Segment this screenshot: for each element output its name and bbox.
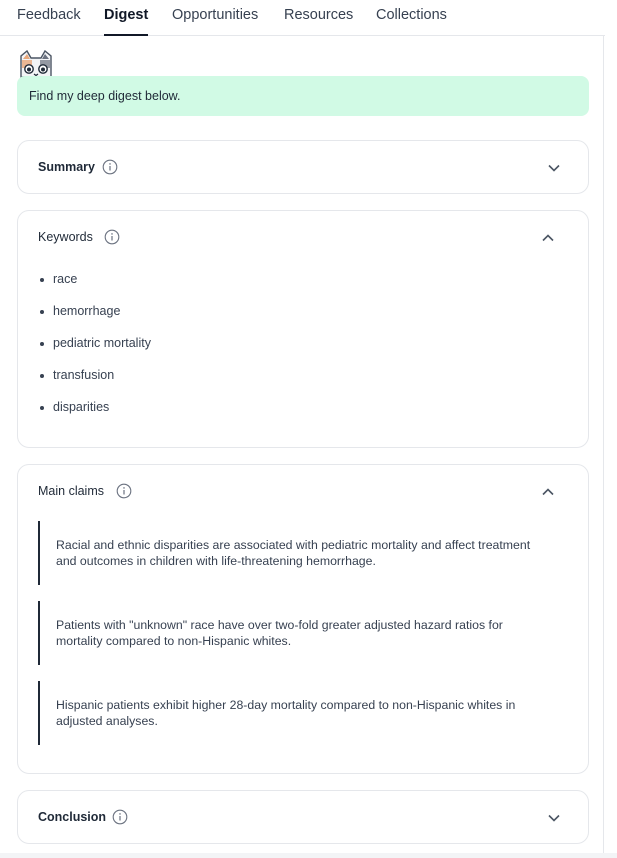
summary-card [17, 140, 589, 194]
main-claims-header[interactable] [18, 465, 588, 517]
tab-resources[interactable]: Resources [284, 7, 354, 23]
keyword-item: hemorrhage [53, 304, 121, 318]
main-claims-card [17, 464, 589, 774]
claim-item [38, 521, 568, 585]
claim-line: Patients with "unknown" race have over two-fold greater adjusted hazard ratios for [56, 618, 503, 632]
keyword-item: pediatric mortality [53, 336, 151, 350]
claim-line: Racial and ethnic disparities are associated with pediatric mortality and affect treatment [56, 538, 531, 552]
tab-feedback[interactable]: Feedback [17, 7, 81, 23]
claim-line: adjusted analyses. [56, 714, 158, 728]
keywords-title: Keywords [38, 230, 93, 244]
keyword-item: disparities [53, 400, 110, 414]
tab-digest[interactable]: Digest [104, 7, 148, 36]
chevron-down-icon[interactable] [546, 810, 562, 826]
tab-collections[interactable]: Collections [376, 7, 447, 23]
summary-title: Summary [38, 160, 95, 174]
keywords-card [17, 210, 589, 448]
main-claims-title: Main claims [38, 484, 104, 498]
tab-opportunities[interactable]: Opportunities [172, 7, 259, 23]
info-icon[interactable] [112, 809, 128, 825]
digest-banner: Find my deep digest below. [17, 76, 589, 116]
claim-item [38, 601, 568, 665]
conclusion-header[interactable] [18, 791, 588, 843]
keywords-header[interactable] [18, 211, 588, 263]
conclusion-title: Conclusion [38, 810, 107, 824]
cat-mascot-icon [18, 50, 54, 78]
claim-line: Hispanic patients exhibit higher 28-day mortality compared to non-Hispanic whites in [56, 698, 516, 712]
claim-item [38, 681, 568, 745]
info-icon[interactable] [104, 229, 120, 245]
bottom-divider [0, 853, 617, 858]
claim-line: mortality compared to non-Hispanic whites. [56, 634, 292, 648]
tab-bar [0, 0, 605, 36]
info-icon[interactable] [102, 159, 118, 175]
info-icon[interactable] [116, 483, 132, 499]
chevron-up-icon[interactable] [540, 230, 556, 246]
conclusion-card [17, 790, 589, 844]
chevron-up-icon[interactable] [540, 484, 556, 500]
claim-line: and outcomes in children with life-threatening hemorrhage. [56, 554, 376, 568]
summary-header[interactable] [18, 141, 588, 193]
keyword-item: race [53, 272, 78, 286]
chevron-down-icon[interactable] [546, 160, 562, 176]
panel-divider [603, 36, 604, 858]
keyword-item: transfusion [53, 368, 115, 382]
